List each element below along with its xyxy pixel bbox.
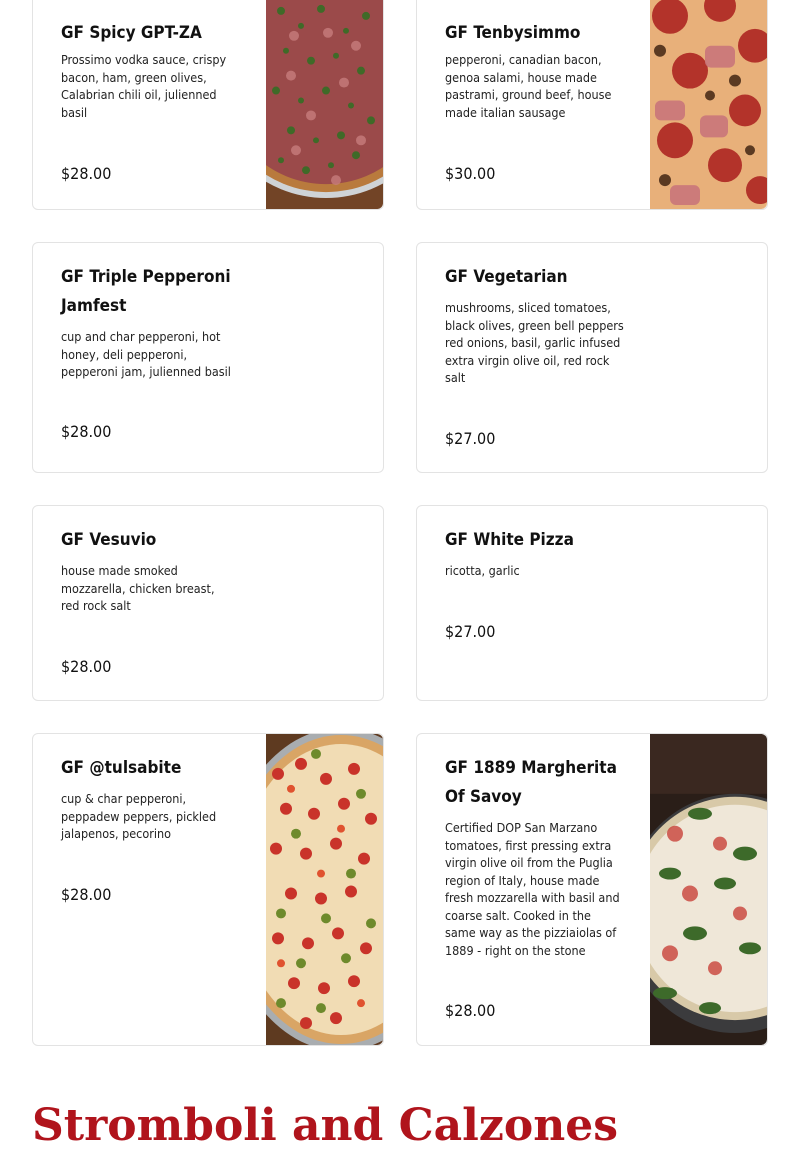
item-price: $28.00 [445, 1001, 496, 1020]
menu-card-triple-pepperoni-jamfest[interactable] [32, 242, 384, 473]
item-description: cup & char pepperoni, peppadew peppers, pickled jalapenos, pecorino [61, 791, 217, 841]
menu-card-tulsabite[interactable] [32, 733, 384, 1046]
item-title: GF Vesuvio [61, 530, 157, 550]
item-price: $28.00 [61, 422, 112, 441]
item-title: GF White Pizza [445, 530, 574, 550]
item-price: $27.00 [445, 429, 496, 448]
item-description: ricotta, garlic [445, 563, 520, 578]
menu-card-vesuvio[interactable] [32, 505, 384, 701]
menu-card-white-pizza[interactable] [416, 505, 768, 701]
item-title: GF Spicy GPT-ZA [61, 23, 202, 43]
item-title: GF 1889 Margherita Of Savoy [445, 758, 617, 807]
item-description: pepperoni, canadian bacon, genoa salami, house made pastrami, ground beef, house made italian sausage [445, 52, 612, 120]
section-heading-stromboli-calzones: Stromboli and Calzones [32, 1100, 618, 1151]
menu-card-spicy-gpt-za[interactable] [32, 0, 384, 210]
pizza-greens-photo[interactable] [266, 0, 383, 209]
item-title: GF Vegetarian [445, 267, 568, 287]
pizza-meats-photo[interactable] [650, 0, 767, 209]
pizza-pepperoni-jalapeno-photo[interactable] [266, 734, 383, 1045]
item-title: GF Tenbysimmo [445, 23, 581, 43]
item-description: Certified DOP San Marzano tomatoes, first pressing extra virgin olive oil from the Puglia region of Italy, house made fresh mozzarella with basil and coarse salt. Cooked in the same way as the pizziaiolas of 1889 - right on the stone [445, 820, 620, 958]
item-title: GF @tulsabite [61, 758, 182, 778]
menu-card-1889-margherita[interactable] [416, 733, 768, 1046]
item-price: $28.00 [61, 164, 112, 183]
item-title: GF Triple Pepperoni Jamfest [61, 267, 231, 316]
item-description: mushrooms, sliced tomatoes, black olives, green bell peppers red onions, basil, garlic infused extra virgin olive oil, red rock salt [445, 300, 624, 385]
item-description: Prossimo vodka sauce, crispy bacon, ham, green olives, Calabrian chili oil, julienned basil [61, 52, 227, 120]
item-price: $30.00 [445, 164, 496, 183]
item-price: $27.00 [445, 622, 496, 641]
pizza-margherita-photo[interactable] [650, 734, 767, 1045]
menu-card-vegetarian[interactable] [416, 242, 768, 473]
item-price: $28.00 [61, 885, 112, 904]
item-description: house made smoked mozzarella, chicken breast, red rock salt [61, 563, 215, 613]
item-price: $28.00 [61, 657, 112, 676]
item-description: cup and char pepperoni, hot honey, deli pepperoni, pepperoni jam, julienned basil [61, 329, 231, 379]
menu-card-tenbysimmo[interactable] [416, 0, 768, 210]
